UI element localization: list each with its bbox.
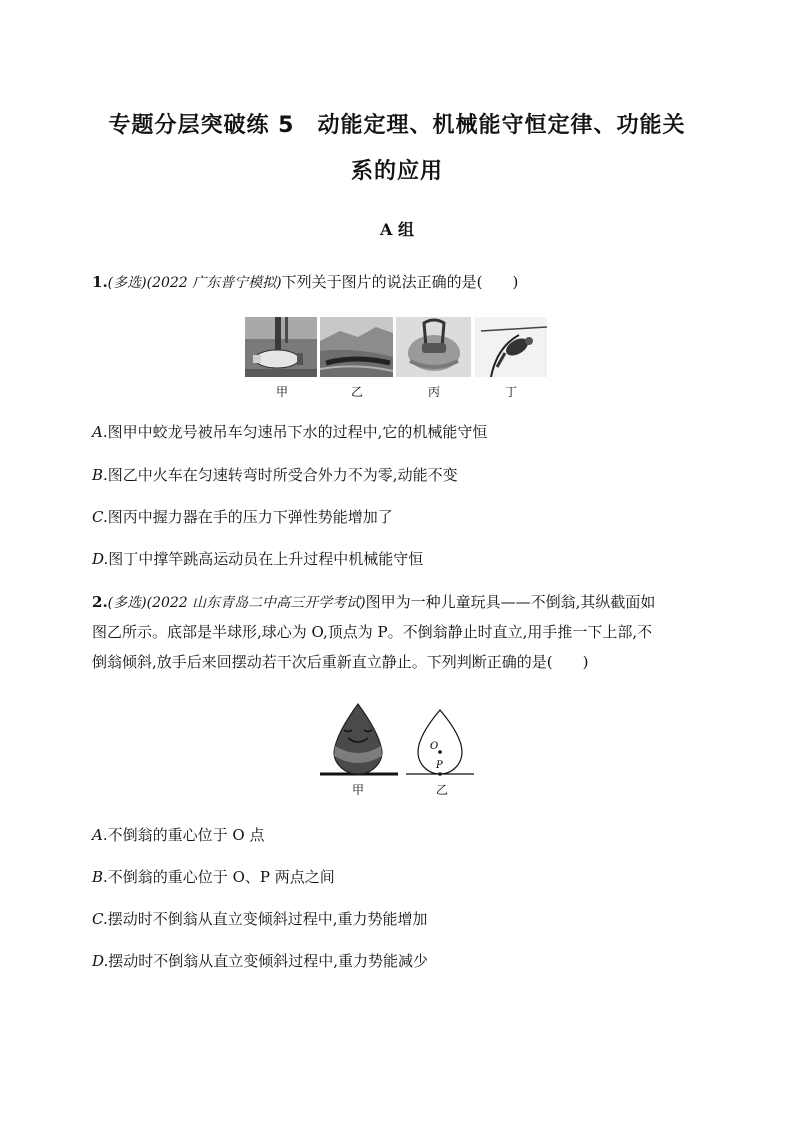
q2-number: 2 — [92, 593, 103, 611]
q2-caption-jia: 甲 — [351, 783, 364, 797]
photo-submersible — [245, 317, 317, 377]
q2-option-d: D.摆动时不倒翁从直立变倾斜过程中,重力势能减少 — [92, 952, 429, 970]
photo-train — [320, 317, 393, 377]
photo-hand-grip — [396, 317, 471, 377]
q2-option-c: C.摆动时不倒翁从直立变倾斜过程中,重力势能增加 — [92, 910, 428, 928]
q1-option-c: C.图丙中握力器在手的压力下弹性势能增加了 — [92, 508, 393, 526]
q2-stem-line-3: 倒翁倾斜,放手后来回摆动若干次后重新直立静止。下列判断正确的是( ) — [92, 653, 589, 671]
q2-tag: (多选) — [107, 595, 147, 611]
tumbler-cross-section — [406, 710, 474, 776]
group-heading: A 组 — [380, 220, 414, 239]
page-title-line-2: 系的应用 — [350, 159, 443, 184]
tumbler-toy-illustration — [320, 704, 398, 774]
q2-stem-line-1: 2.(多选)(2022 山东青岛二中高三开学考试)图甲为一种儿童玩具——不倒翁,其纵截面如 — [92, 593, 656, 611]
q1-option-a: A.图甲中蛟龙号被吊车匀速吊下水的过程中,它的机械能守恒 — [92, 423, 488, 441]
q1-caption-yi: 乙 — [350, 385, 363, 399]
q1-source: (2022 广东普宁模拟) — [146, 275, 282, 291]
page-title-line-1: 专题分层突破练 5 动能定理、机械能守恒定律、功能关 — [108, 113, 686, 138]
q1-tag: (多选) — [107, 275, 147, 291]
q2-figure — [318, 700, 478, 800]
q1-caption-jia: 甲 — [275, 385, 288, 399]
photo-pole-vault — [475, 317, 547, 377]
q1-option-d: D.图丁中撑竿跳高运动员在上升过程中机械能守恒 — [92, 550, 424, 568]
q2-source: (2022 山东青岛二中高三开学考试) — [146, 595, 366, 611]
q2-stem-line-2: 图乙所示。底部是半球形,球心为 O,顶点为 P。不倒翁静止时直立,用手推一下上部,不 — [92, 623, 653, 641]
label-o: O — [430, 741, 439, 752]
q2-option-a: A.不倒翁的重心位于 O 点 — [92, 826, 265, 844]
label-p: P — [436, 760, 443, 771]
q1-stem-text: 下列关于图片的说法正确的是( ) — [281, 273, 519, 291]
q1-caption-ding: 丁 — [504, 385, 517, 399]
q1-caption-bing: 丙 — [427, 385, 440, 399]
q1-stem: 1.(多选)(2022 广东普宁模拟)下列关于图片的说法正确的是( ) — [92, 273, 519, 291]
q1-number: 1 — [92, 273, 103, 291]
q2-option-b: B.不倒翁的重心位于 O、P 两点之间 — [92, 868, 335, 886]
q1-photo-strip — [245, 317, 547, 377]
q2-caption-yi: 乙 — [435, 783, 448, 797]
q1-option-b: B.图乙中火车在匀速转弯时所受合外力不为零,动能不变 — [92, 466, 458, 484]
